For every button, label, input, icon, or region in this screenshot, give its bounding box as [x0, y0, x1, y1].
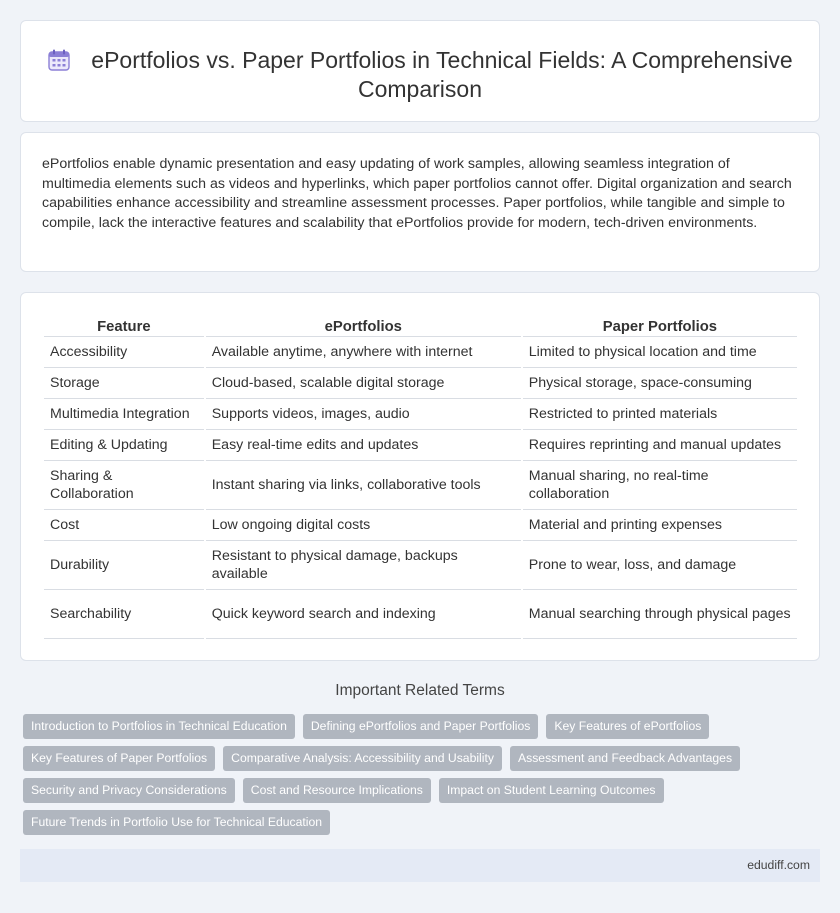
table-row [44, 337, 797, 368]
footer-site-link[interactable]: edudiff.com [747, 858, 810, 872]
table-cell: Supports videos, images, audio [206, 399, 521, 430]
related-tag[interactable]: Future Trends in Portfolio Use for Technical Education [23, 810, 330, 835]
table-row [44, 368, 797, 399]
table-cell: Physical storage, space-consuming [523, 368, 797, 399]
table-cell: Cost [44, 510, 204, 541]
footer [20, 849, 820, 882]
related-tag[interactable]: Key Features of Paper Portfolios [23, 746, 215, 771]
related-tag[interactable]: Comparative Analysis: Accessibility and Usability [223, 746, 502, 771]
table-cell: Instant sharing via links, collaborative tools [206, 461, 521, 510]
table-row [44, 541, 797, 590]
related-tag[interactable]: Introduction to Portfolios in Technical Education [23, 714, 295, 739]
table-cell: Accessibility [44, 337, 204, 368]
table-cell: Limited to physical location and time [523, 337, 797, 368]
comparison-table [42, 316, 799, 639]
related-tag[interactable]: Defining ePortfolios and Paper Portfolios [303, 714, 539, 739]
comparison-table-card [20, 292, 820, 661]
intro-text: ePortfolios enable dynamic presentation and easy updating of work samples, allowing seamless integration of multimedia elements such as videos and hyperlinks, which paper portfolios cannot offer. Digital organization and search capabilities enhance accessibility and streamline assessment processes. Paper portfolios, while tangible and simple to compile, lack the interactive features and scalability that ePortfolios provide for modern, tech-driven environments. [42, 156, 792, 231]
table-cell: Searchability [44, 590, 204, 639]
table-cell: Resistant to physical damage, backups available [206, 541, 521, 590]
table-cell: Manual searching through physical pages [523, 590, 797, 639]
title-wrap [21, 46, 819, 104]
related-tag[interactable]: Assessment and Feedback Advantages [510, 746, 740, 771]
table-cell: Cloud-based, scalable digital storage [206, 368, 521, 399]
related-terms-title: Important Related Terms [335, 682, 505, 699]
related-tag[interactable]: Key Features of ePortfolios [546, 714, 709, 739]
header-paper-portfolios: Paper Portfolios [523, 316, 797, 337]
table-cell: Sharing & Collaboration [44, 461, 204, 510]
table-row [44, 510, 797, 541]
header-card [20, 20, 820, 122]
table-cell: Low ongoing digital costs [206, 510, 521, 541]
header-eportfolios: ePortfolios [206, 316, 521, 337]
related-terms-tags [23, 714, 783, 842]
table-cell: Multimedia Integration [44, 399, 204, 430]
page-title: ePortfolios vs. Paper Portfolios in Technical Fields: A Comprehensive Comparison [91, 47, 793, 102]
related-tag[interactable]: Impact on Student Learning Outcomes [439, 778, 664, 803]
table-cell: Editing & Updating [44, 430, 204, 461]
table-cell: Requires reprinting and manual updates [523, 430, 797, 461]
table-row [44, 399, 797, 430]
intro-card [20, 132, 820, 272]
table-cell: Storage [44, 368, 204, 399]
table-cell: Durability [44, 541, 204, 590]
table-row [44, 590, 797, 639]
table-cell: Prone to wear, loss, and damage [523, 541, 797, 590]
table-cell: Easy real-time edits and updates [206, 430, 521, 461]
table-header-row [44, 316, 797, 337]
table-cell: Material and printing expenses [523, 510, 797, 541]
table-cell: Available anytime, anywhere with internet [206, 337, 521, 368]
table-cell: Restricted to printed materials [523, 399, 797, 430]
table-row [44, 430, 797, 461]
table-cell: Manual sharing, no real-time collaboration [523, 461, 797, 510]
header-feature: Feature [44, 316, 204, 337]
related-tag[interactable]: Security and Privacy Considerations [23, 778, 235, 803]
table-row [44, 461, 797, 510]
related-tag[interactable]: Cost and Resource Implications [243, 778, 431, 803]
calendar-icon [47, 48, 71, 72]
table-cell: Quick keyword search and indexing [206, 590, 521, 639]
